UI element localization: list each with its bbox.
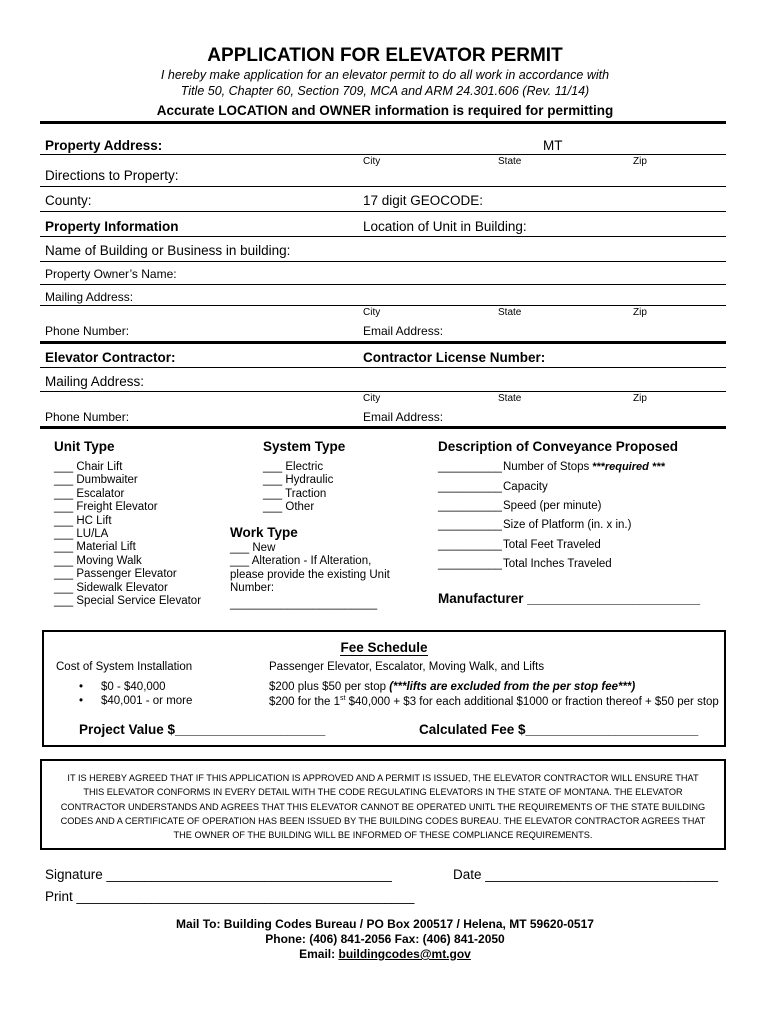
unit-type-option[interactable]: ___ Material Lift xyxy=(54,541,136,554)
owner-email-label: Email Address: xyxy=(363,324,444,338)
zip-label: Zip xyxy=(633,156,647,167)
divider xyxy=(40,121,726,124)
owner-name-field[interactable] xyxy=(40,284,726,285)
system-type-list xyxy=(263,461,333,515)
building-name-label: Name of Building or Business in building: xyxy=(45,243,291,258)
calculated-fee-field[interactable]: Calculated Fee $_______________________ xyxy=(419,722,699,737)
city-label: City xyxy=(363,307,381,318)
location-label: Location of Unit in Building: xyxy=(363,219,527,234)
unit-type-option[interactable]: ___ Sidewalk Elevator xyxy=(54,581,168,594)
stops-blank[interactable]: __________ xyxy=(438,461,502,473)
work-type-alteration-note: Number: xyxy=(230,582,275,595)
work-type-heading: Work Type xyxy=(230,525,298,540)
state-value: MT xyxy=(543,138,563,153)
speed-label: Speed (per minute) xyxy=(503,500,602,512)
unit-type-heading: Unit Type xyxy=(54,439,115,454)
directions-label: Directions to Property: xyxy=(45,168,179,183)
manufacturer-field[interactable]: Manufacturer _______________________ xyxy=(438,591,700,606)
capacity-blank[interactable]: __________ xyxy=(438,481,502,493)
fee-range-2: $40,001 - or more xyxy=(101,695,193,707)
work-type-new[interactable]: ___ New xyxy=(230,542,276,554)
fee-schedule-heading: Fee Schedule xyxy=(340,640,428,655)
location-field[interactable] xyxy=(40,236,726,237)
cost-label: Cost of System Installation xyxy=(56,661,193,673)
platform-size-blank[interactable]: __________ xyxy=(438,519,502,531)
contractor-field[interactable] xyxy=(40,367,726,368)
email-link[interactable]: buildingcodes@mt.gov xyxy=(338,947,471,961)
agreement-text: IT IS HEREBY AGREED THAT IF THIS APPLICATION IS APPROVED AND A PERMIT IS ISSUED, THE ELEVATOR CONTRACTOR WILL ENSURE THAT THIS ELEVATOR CONFORMS IN EVERY DETAIL WITH THE CODE REGULATING ELEVATORS IN THE STATE OF MONTANA. THE ELEVATOR CONTRACTOR UNDERSTANDS AND AGREES THAT THIS ELEVATOR CANNOT BE OPERATED UNITL THE REQUIREMENTS OF THE STATE BUILDING CODES AND A CERTIFICATE OF OPERATION HAS BEEN ISSUED BY THE BUILDING CODES BUREAU. THE ELEVATOR CONTRACTOR AGREES THAT THE OWNER OF THE BUILDING WILL BE INFORMED OF THESE COMPLIANCE REQUIREMENTS. xyxy=(60,773,706,841)
property-address-field[interactable] xyxy=(40,154,726,155)
building-name-field[interactable] xyxy=(40,261,726,262)
date-field[interactable]: Date _______________________________ xyxy=(453,867,719,882)
mailing-address-field[interactable] xyxy=(40,305,726,306)
print-name-field[interactable]: Print _____________________________________________ xyxy=(45,889,415,904)
email-line: Email: buildingcodes@mt.gov xyxy=(299,947,471,961)
unit-type-option[interactable]: ___ Freight Elevator xyxy=(54,501,158,514)
property-info-label: Property Information xyxy=(45,219,179,234)
property-address-label: Property Address: xyxy=(45,138,163,153)
zip-label: Zip xyxy=(633,307,647,318)
conveyance-heading: Description of Conveyance Proposed xyxy=(438,439,679,454)
feet-traveled-blank[interactable]: __________ xyxy=(438,539,502,551)
geocode-label: 17 digit GEOCODE: xyxy=(363,193,484,208)
divider xyxy=(40,341,726,344)
state-label: State xyxy=(498,156,522,167)
capacity-label: Capacity xyxy=(503,481,548,493)
work-type-list xyxy=(230,542,390,611)
applies-label: Passenger Elevator, Escalator, Moving Walk, and Lifts xyxy=(269,661,545,673)
subtitle-line-1: I hereby make application for an elevator permit to do all work in accordance with xyxy=(160,68,610,82)
contractor-mailing-field[interactable] xyxy=(40,391,726,392)
signature-field[interactable]: Signature ______________________________________ xyxy=(45,867,392,882)
contractor-email-label: Email Address: xyxy=(363,410,444,424)
city-label: City xyxy=(363,393,381,404)
state-label: State xyxy=(498,307,522,318)
state-label: State xyxy=(498,393,522,404)
directions-field[interactable] xyxy=(40,186,726,187)
existing-unit-number-field[interactable]: _______________________ xyxy=(230,597,378,610)
fee-rate-1: $200 plus $50 per stop (***lifts are excluded from the per stop fee***) xyxy=(269,681,636,693)
divider xyxy=(40,426,726,429)
unit-type-option[interactable]: ___ Escalator xyxy=(54,487,125,500)
project-value-field[interactable]: Project Value $____________________ xyxy=(79,722,326,737)
page-title: APPLICATION FOR ELEVATOR PERMIT xyxy=(207,45,563,66)
mailing-address-label: Mailing Address: xyxy=(45,290,134,304)
subtitle-line-2: Title 50, Chapter 60, Section 709, MCA and ARM 24.301.606 (Rev. 11/14) xyxy=(180,84,590,98)
unit-type-option[interactable]: ___ HC Lift xyxy=(54,514,112,527)
fee-rate-2: $200 for the 1st $40,000 + $3 for each additional $1000 or fraction thereof + $50 per stop xyxy=(269,695,719,708)
bullet-icon: • xyxy=(79,681,84,693)
inches-traveled-label: Total Inches Traveled xyxy=(503,558,612,570)
system-type-option[interactable]: ___ Electric xyxy=(263,461,324,473)
phone-fax-line: Phone: (406) 841-2056 Fax: (406) 841-2050 xyxy=(265,932,505,946)
work-type-alteration-note: please provide the existing Unit xyxy=(230,568,390,581)
speed-blank[interactable]: __________ xyxy=(438,500,502,512)
unit-type-list xyxy=(54,461,201,608)
county-label: County: xyxy=(45,193,92,208)
unit-type-option[interactable]: ___ LU/LA xyxy=(54,528,109,541)
elevator-contractor-label: Elevator Contractor: xyxy=(45,350,176,365)
agreement-box xyxy=(40,759,726,850)
contractor-phone-label: Phone Number: xyxy=(45,410,130,424)
inches-traveled-blank[interactable]: __________ xyxy=(438,558,502,570)
fee-range-1: $0 - $40,000 xyxy=(101,681,166,693)
lifts-excluded-note: (***lifts are excluded from the per stop fee***) xyxy=(389,681,636,693)
owner-name-label: Property Owner’s Name: xyxy=(45,267,177,281)
platform-size-label: Size of Platform (in. x in.) xyxy=(503,519,632,531)
unit-type-option[interactable]: ___ Chair Lift xyxy=(54,461,123,473)
fee-schedule-box xyxy=(42,630,726,747)
bullet-icon: • xyxy=(79,695,84,707)
feet-traveled-label: Total Feet Traveled xyxy=(503,539,601,551)
accuracy-note: Accurate LOCATION and OWNER information is required for permitting xyxy=(156,103,614,118)
unit-type-option[interactable]: ___ Dumbwaiter xyxy=(54,474,138,487)
license-number-label: Contractor License Number: xyxy=(363,350,546,365)
city-label: City xyxy=(363,156,381,167)
unit-type-option[interactable]: ___ Moving Walk xyxy=(54,554,142,567)
contractor-mailing-label: Mailing Address: xyxy=(45,374,145,389)
mail-to-line: Mail To: Building Codes Bureau / PO Box 200517 / Helena, MT 59620-0517 xyxy=(176,917,594,931)
county-geocode-field[interactable] xyxy=(40,211,726,212)
zip-label: Zip xyxy=(633,393,647,404)
stops-required-note: ***required *** xyxy=(592,461,665,473)
stops-label: Number of Stops xyxy=(503,461,590,473)
system-type-option[interactable]: ___ Hydraulic xyxy=(263,474,334,487)
unit-type-option[interactable]: ___ Special Service Elevator xyxy=(54,595,202,608)
work-type-alteration[interactable]: ___ Alteration - If Alteration, xyxy=(230,555,372,568)
system-type-option[interactable]: ___ Traction xyxy=(263,487,327,500)
owner-phone-label: Phone Number: xyxy=(45,324,130,338)
system-type-heading: System Type xyxy=(263,439,346,454)
unit-type-option[interactable]: ___ Passenger Elevator xyxy=(54,568,177,581)
system-type-option[interactable]: ___ Other xyxy=(263,501,315,514)
